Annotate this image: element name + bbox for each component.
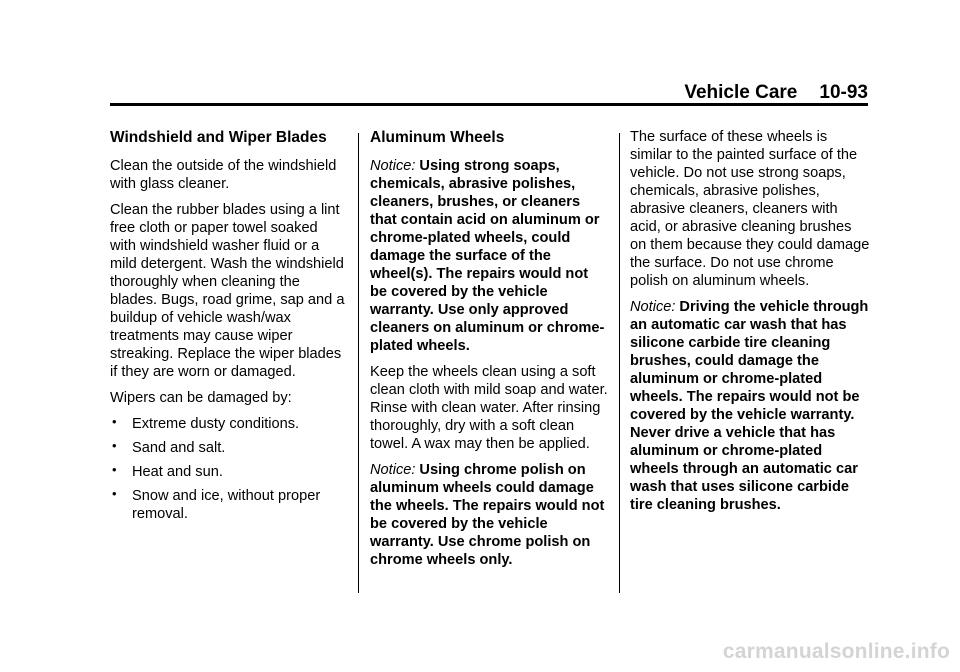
bullet-icon: • bbox=[112, 414, 117, 429]
paragraph: Keep the wheels clean using a soft clean cloth with mild soap and water. Rinse with clean water. After rinsing thoroughly, dry with a soft clean towel. A wax may then be applied. bbox=[370, 364, 608, 452]
page-number: 10-93 bbox=[819, 82, 868, 103]
paragraph: Wipers can be damaged by: bbox=[110, 390, 292, 406]
column-3 bbox=[630, 128, 870, 522]
paragraph: Clean the outside of the windshield with glass cleaner. bbox=[110, 158, 337, 192]
bullet-icon: • bbox=[112, 462, 117, 477]
list-item: • Extreme dusty conditions. bbox=[112, 414, 300, 432]
notice bbox=[630, 298, 870, 514]
header-title bbox=[684, 81, 868, 105]
notice bbox=[370, 461, 608, 569]
watermark: carmanualsonline.info bbox=[722, 640, 950, 663]
paragraph: The surface of these wheels is similar to the painted surface of the vehicle. Do not use strong soaps, chemicals, abrasive polishes, abrasive cleaners, cleaners with acid, or abrasive cleaning brushes on them because they could damage the surface. Do not use chrome polish on aluminum wheels. bbox=[630, 129, 870, 289]
notice-text: Using chrome polish on aluminum wheels could damage the wheels. The repairs would not be covered by the vehicle warranty. Use chrome polish on chrome wheels only. bbox=[370, 462, 605, 568]
notice bbox=[370, 157, 608, 355]
bullet-icon: • bbox=[112, 486, 117, 501]
bullet-icon: • bbox=[112, 438, 117, 453]
list-item: • Sand and salt. bbox=[112, 438, 226, 456]
column-1 bbox=[110, 128, 346, 529]
bullet-list bbox=[110, 415, 346, 523]
heading-aluminum-wheels: Aluminum Wheels bbox=[370, 129, 505, 146]
column-2 bbox=[370, 128, 608, 577]
header-rule bbox=[110, 103, 868, 106]
notice-label: Notice: bbox=[370, 158, 416, 174]
page-header bbox=[110, 81, 868, 105]
notice-text: Driving the vehicle through an automatic car wash that has silicone carbide tire cleaning brushes, could damage the aluminum or chrome-plated wheels. The repairs would not be covered by the vehicle warranty. Never drive a vehicle that has aluminum or chrome-plated wheels through an automatic car wash that uses silicone carbide tire cleaning brushes. bbox=[630, 299, 869, 513]
list-item: • Heat and sun. bbox=[112, 462, 223, 480]
list-item: • Snow and ice, without proper removal. bbox=[112, 486, 321, 522]
heading-windshield-wiper: Windshield and Wiper Blades bbox=[110, 129, 327, 146]
notice-text: Using strong soaps, chemicals, abrasive polishes, cleaners, brushes, or cleaners that contain acid on aluminum or chrome-plated wheels, could damage the surface of the wheel(s). The repairs would not be covered by the vehicle warranty. Use only approved cleaners on aluminum or chrome-plated wheels. bbox=[370, 158, 605, 354]
section-title: Vehicle Care bbox=[684, 82, 798, 103]
column-divider bbox=[358, 133, 359, 593]
notice-label: Notice: bbox=[630, 299, 676, 315]
notice-label: Notice: bbox=[370, 462, 416, 478]
column-divider bbox=[619, 133, 620, 593]
paragraph: Clean the rubber blades using a lint free cloth or paper towel soaked with windshield washer fluid or a mild detergent. Wash the windshield thoroughly when cleaning the blades. Bugs, road grime, sap and a buildup of vehicle wash/wax treatments may cause wiper streaking. Replace the wiper blades if they are worn or damaged. bbox=[110, 202, 345, 380]
